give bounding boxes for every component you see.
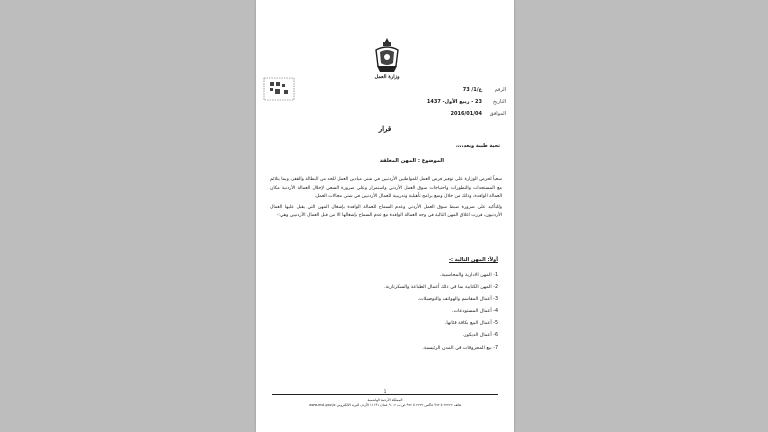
reference-number-label: الرقم <box>494 87 506 93</box>
footer-line-2: هاتف ٢٢٢٢٢ ٥ ٩٦٢ فاكس ٢٢٢٢ ٥ ٩٦٢ ص.ب ٩٠٠٢ عمان ١١١٩١ الأردن البريد الالكتروني www.mol.gov.jo <box>308 403 462 408</box>
certification-stamp-icon <box>262 76 296 102</box>
coat-of-arms-icon <box>374 36 400 76</box>
body-paragraph: سعياً لحرص الوزارة على توفير فرص العمل للمواطنين الأردنيين في شتى ميادين العمل للحد من البطالة والفقر، وبما يتلائم مع المستجدات والتطورات واحتياجات سوق العمل الأردني واستمرار وعلى ضرورة السعي لإحلال العمالة الأردنية مكان العمالة الوافدة، وذلك من خلال وضع برامج تأهيلية وتدريبية للعمال الأردنيين في شتى مجالات العمل، <box>270 177 502 200</box>
list-item: 4- أعمال المستودعات. <box>451 309 498 315</box>
letterhead-footer <box>268 398 502 408</box>
page-number: 1 <box>383 389 387 394</box>
list-item: 7- بيع المحروقات في المدن الرئيسية. <box>422 345 498 351</box>
reference-number-row <box>406 84 506 96</box>
date-label: التاريخ <box>493 99 506 105</box>
subject-line: الموضوع : المهن المغلقة <box>379 158 444 164</box>
list-item: 5- أعمال البيع بكافة فئاتها. <box>444 321 498 327</box>
list-item: 6- أعمال الديكور. <box>462 333 498 339</box>
reference-number-value: ع/1/ 73 <box>462 87 482 93</box>
footer-line-1: المملكة الأردنية الهاشمية <box>367 398 403 402</box>
greeting: تحية طيبة وبعد،،،، <box>455 143 500 149</box>
document-page <box>256 0 514 432</box>
hijri-date-value: 23 - ربيع الأول- 1437 <box>426 99 482 105</box>
gregorian-date-value: 2016/01/04 <box>450 111 482 117</box>
body-paragraph: وللتأكيد على ضرورة ضبط سوق العمل الأردني وعدم السماح للعمالة الوافدة بإشغال المهن التي يقبل عليها العمال الأردنيون، قررت اغلاق المهن التالية في وجه العمالة الوافدة مع عدم السماح بإشغالها الا من قبل العمال الأردنيين وهي:- <box>270 204 502 219</box>
reference-block <box>406 84 506 120</box>
list-title: أولاً: المهن التالية :- <box>448 257 498 263</box>
closed-professions-list <box>318 270 498 355</box>
list-item: 2- المهن الكتابية بما في ذلك أعمال الطباعة والسكرتارية. <box>384 285 498 291</box>
gregorian-date-row <box>406 108 506 120</box>
document-body <box>270 176 502 223</box>
footer-divider <box>272 394 498 395</box>
hijri-date-row <box>406 96 506 108</box>
list-item: 1- المهن الادارية والمحاسبية. <box>439 273 498 278</box>
ministry-name: وزارة العمل <box>374 74 400 80</box>
document-title: قرار <box>378 124 392 133</box>
list-item: 3- أعمال المقاسم والهواتف والتوصيلات. <box>417 297 498 303</box>
corresponding-label: الموافق <box>489 111 506 117</box>
